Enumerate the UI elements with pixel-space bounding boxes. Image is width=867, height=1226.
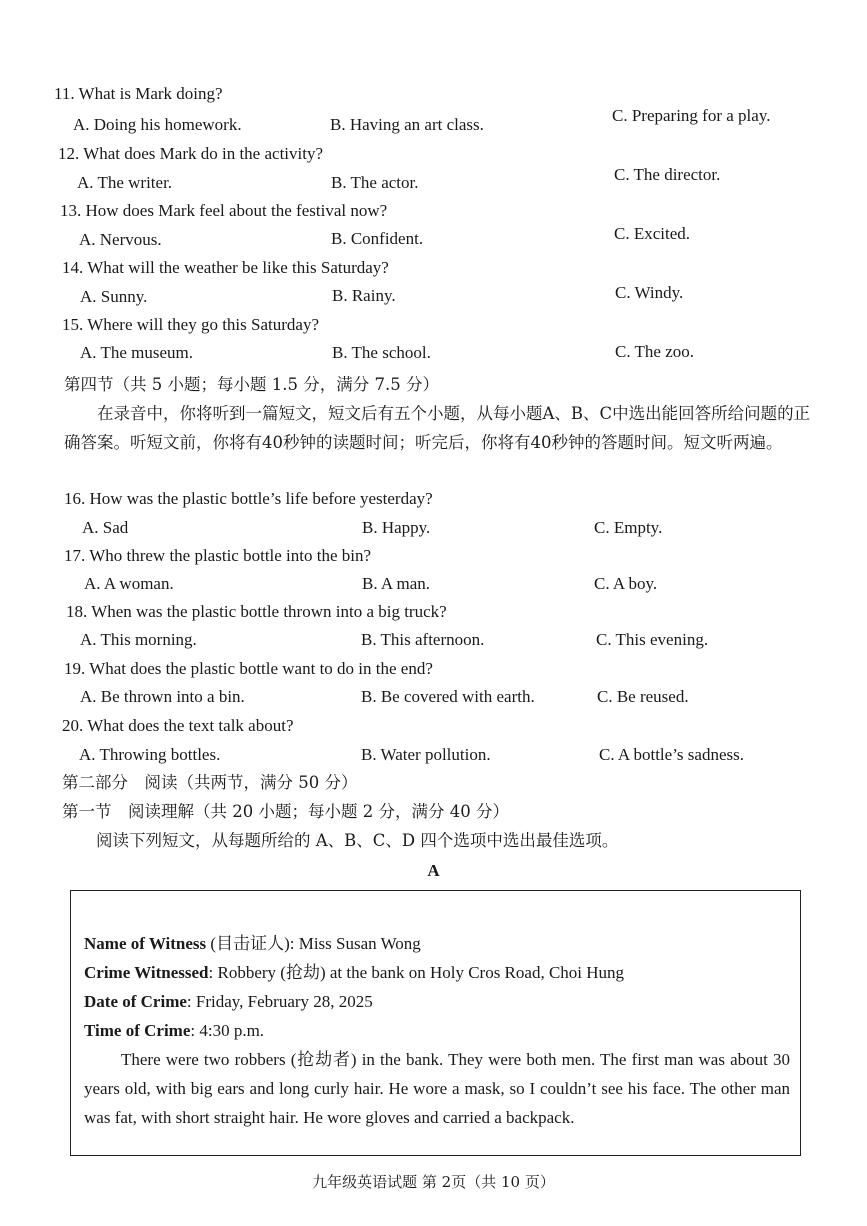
- crime-line: [84, 963, 624, 983]
- section-heading: 第一节 阅读理解（共 20 小题；每小题 2 分，满分 40 分）: [62, 802, 509, 821]
- time-label: Time of Crime: [84, 1021, 191, 1040]
- option-a: A. Throwing bottles.: [79, 745, 221, 764]
- option-b: B. The actor.: [331, 173, 419, 192]
- question-stem: 17. Who threw the plastic bottle into the bin?: [64, 546, 372, 565]
- section-heading: 第四节（共 5 小题；每小题 1.5 分，满分 7.5 分）: [64, 375, 439, 394]
- part-heading: 第二部分 阅读（共两节，满分 50 分）: [62, 773, 358, 792]
- date-line: [84, 992, 373, 1012]
- option-c: C. This evening.: [596, 630, 709, 649]
- time-value: : 4:30 p.m.: [190, 1021, 265, 1040]
- section-instructions: 阅读下列短文，从每题所给的 A、B、C、D 四个选项中选出最佳选项。: [96, 831, 619, 850]
- question-stem: 14. What will the weather be like this Saturday?: [62, 258, 389, 277]
- date-value: : Friday, February 28, 2025: [186, 992, 373, 1011]
- option-a: A. Sad: [82, 518, 129, 537]
- option-c: C. Preparing for a play.: [612, 106, 771, 125]
- question-stem: 12. What does Mark do in the activity?: [58, 144, 324, 163]
- option-a: A. The writer.: [77, 173, 173, 192]
- question-stem: 11. What is Mark doing?: [54, 84, 223, 103]
- page-footer: 九年级英语试题 第 2页（共 10 页）: [312, 1173, 555, 1191]
- option-b: B. The school.: [332, 343, 431, 362]
- option-b: B. Water pollution.: [361, 745, 491, 764]
- option-a: A. Be thrown into a bin.: [80, 687, 245, 706]
- option-c: C. Be reused.: [597, 687, 689, 706]
- option-b: B. Rainy.: [332, 286, 396, 305]
- crime-label: Crime Witnessed: [84, 963, 209, 982]
- witness-line: [84, 934, 421, 954]
- option-a: A. Nervous.: [79, 230, 162, 249]
- option-b: B. A man.: [362, 574, 431, 593]
- question-stem: 18. When was the plastic bottle thrown into a big truck?: [66, 602, 447, 621]
- witness-value: (目击证人): Miss Susan Wong: [206, 934, 421, 953]
- question-stem: 20. What does the text talk about?: [62, 716, 294, 735]
- crime-value: : Robbery (抢劫) at the bank on Holy Cros Road, Choi Hung: [208, 963, 625, 982]
- option-c: C. Windy.: [615, 283, 684, 302]
- option-c: C. The director.: [614, 165, 721, 184]
- option-b: B. Having an art class.: [330, 115, 484, 134]
- question-stem: 13. How does Mark feel about the festival now?: [60, 201, 388, 220]
- witness-label: Name of Witness: [84, 934, 207, 953]
- option-b: B. This afternoon.: [361, 630, 485, 649]
- question-stem: 19. What does the plastic bottle want to do in the end?: [64, 659, 433, 678]
- option-a: A. The museum.: [80, 343, 194, 362]
- option-c: C. Empty.: [594, 518, 663, 537]
- option-c: C. The zoo.: [615, 342, 695, 361]
- option-a: A. Sunny.: [80, 287, 148, 306]
- option-c: C. A boy.: [594, 574, 658, 593]
- option-a: A. This morning.: [80, 630, 197, 649]
- section-instructions: 在录音中，你将听到一篇短文，短文后有五个小题，从每小题A、B、C中选出能回答所给问题的正确答案。听短文前，你将有40秒钟的读题时间；听完后，你将有40秒钟的答题时间。短文听两遍。: [64, 404, 811, 452]
- option-a: A. Doing his homework.: [73, 115, 242, 134]
- time-line: [84, 1021, 264, 1041]
- option-c: C. Excited.: [614, 224, 691, 243]
- question-stem: 16. How was the plastic bottle’s life before yesterday?: [64, 489, 433, 508]
- passage-label: A: [427, 861, 440, 880]
- option-b: B. Confident.: [331, 229, 424, 248]
- option-b: B. Happy.: [362, 518, 431, 537]
- report-body: There were two robbers (抢劫者) in the bank. They were both men. The first man was about 30 years old, with big ears and long curly hair. He wore a mask, so I couldn’t see his face. The other man was fat, with short straight hair. He wore gloves and carried a backpack.: [84, 1050, 790, 1127]
- date-label: Date of Crime: [84, 992, 187, 1011]
- question-stem: 15. Where will they go this Saturday?: [62, 315, 319, 334]
- option-a: A. A woman.: [84, 574, 174, 593]
- option-b: B. Be covered with earth.: [361, 687, 535, 706]
- option-c: C. A bottle’s sadness.: [599, 745, 744, 764]
